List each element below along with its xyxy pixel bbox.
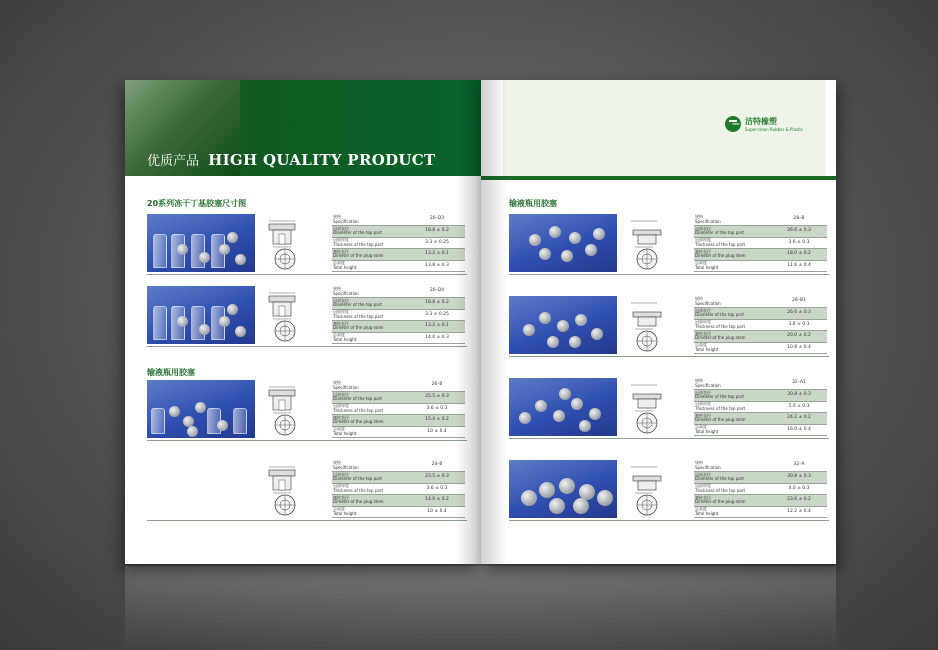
spec-label-cn: 规格 [695, 460, 703, 465]
spec-row [694, 424, 827, 436]
spec-label-cn: 总高度 [333, 332, 345, 338]
spec-label-cn: 冠部厚度 [333, 309, 349, 315]
spec-table [332, 214, 465, 272]
spec-row [694, 214, 827, 226]
spec-label-en: Specification [333, 384, 359, 390]
block-divider [147, 274, 467, 275]
spec-value: 18.8 ± 0.2 [409, 226, 465, 238]
spec-row [694, 226, 827, 238]
spec-label-en: Total height [695, 428, 719, 434]
spec-label-cn: 规格 [333, 380, 341, 385]
spec-label [694, 378, 771, 390]
spec-label-cn: 塞柱直径 [695, 330, 711, 336]
spec-label [332, 321, 409, 333]
spec-row [694, 296, 827, 308]
product-block [509, 458, 829, 520]
spec-label [332, 403, 409, 415]
spec-value: 23.5 ± 0.3 [409, 472, 465, 484]
spec-label-en: Diameter of the top part [333, 302, 382, 308]
spec-label-cn: 冠部厚度 [333, 237, 349, 243]
spec-label-en: Diameter of the top part [333, 396, 382, 402]
spec-label-en: Total height [695, 510, 719, 516]
spec-label-en: Dimeter of the plug stem [695, 253, 746, 259]
spec-value: 32–A1 [771, 378, 827, 390]
spec-label [694, 319, 771, 331]
spec-label-cn: 规格 [695, 296, 703, 301]
product-block [509, 294, 829, 356]
spec-label-en: Thickness of the top part [695, 405, 746, 411]
spec-value: 18.0 ± 0.2 [771, 249, 827, 261]
spec-label-en: Dimeter of the plug stem [333, 253, 384, 259]
spec-row [332, 380, 465, 392]
spec-row [332, 226, 465, 238]
spec-value: 25.5 ± 0.3 [409, 392, 465, 404]
spec-label-en: Diameter of the top part [695, 476, 744, 482]
spec-label [332, 495, 409, 507]
spec-label [694, 401, 771, 413]
block-divider [147, 346, 467, 347]
spec-value: 20.0 ± 0.2 [771, 331, 827, 343]
technical-drawing [619, 214, 689, 272]
spec-label [694, 296, 771, 308]
spec-label-en: Specification [695, 382, 721, 388]
technical-drawing [619, 296, 689, 354]
spec-label-cn: 规格 [333, 460, 341, 465]
spec-label-cn: 冠部直径 [333, 391, 349, 397]
spec-label-en: Diameter of the top part [695, 312, 744, 318]
product-block [509, 212, 829, 274]
spec-label [694, 413, 771, 425]
spec-row [332, 495, 465, 507]
spec-label-en: Total height [333, 336, 357, 342]
technical-drawing [257, 286, 327, 344]
spec-value: 11.6 ± 0.4 [771, 260, 827, 272]
spec-row [332, 415, 465, 427]
spec-label-en: Thickness of the top part [695, 241, 746, 247]
spec-row [694, 237, 827, 249]
technical-drawing [257, 460, 327, 518]
spec-value: 28–B1 [771, 296, 827, 308]
spec-label [694, 390, 771, 402]
spec-row [694, 401, 827, 413]
spec-label [332, 286, 409, 298]
spec-label [694, 483, 771, 495]
spec-label [694, 506, 771, 518]
spec-row [694, 472, 827, 484]
spec-row [694, 483, 827, 495]
spec-label-en: Diameter of the top part [695, 230, 744, 236]
spec-label-en: Specification [333, 464, 359, 470]
spec-row [332, 460, 465, 472]
product-block [147, 212, 467, 274]
spec-label-cn: 规格 [695, 378, 703, 383]
spec-label [694, 342, 771, 354]
spec-label [694, 495, 771, 507]
spec-label [332, 472, 409, 484]
header-panel [503, 80, 825, 176]
spec-label [332, 380, 409, 392]
product-photo [509, 460, 617, 518]
spec-row [332, 286, 465, 298]
spec-row [694, 495, 827, 507]
block-divider [147, 440, 467, 441]
spec-value: 13.2 ± 0.1 [409, 321, 465, 333]
spec-label [332, 237, 409, 249]
spec-value: 3.6 ± 0.3 [409, 483, 465, 495]
spec-value: 3.3 ± 0.25 [409, 237, 465, 249]
spec-label-en: Specification [695, 464, 721, 470]
spec-label-en: Diameter of the top part [695, 394, 744, 400]
spec-row [694, 390, 827, 402]
spec-label [332, 460, 409, 472]
section-title-infusion-right: 输液瓶用胶塞 [509, 199, 557, 208]
spec-label [694, 460, 771, 472]
spec-value: 3.6 ± 0.3 [409, 403, 465, 415]
spec-label [694, 424, 771, 436]
logo-name-en: Super-clean Rubber & Plastic [745, 127, 803, 132]
product-block [147, 284, 467, 346]
spec-value: 32–A [771, 460, 827, 472]
block-divider [509, 356, 829, 357]
spec-label [332, 260, 409, 272]
spec-label [332, 415, 409, 427]
block-divider [509, 520, 829, 521]
spec-value: 3.6 ± 0.3 [771, 237, 827, 249]
spec-label [694, 226, 771, 238]
spec-label-en: Total height [333, 430, 357, 436]
spec-label [332, 298, 409, 310]
spec-label-en: Specification [333, 218, 359, 224]
spec-label [694, 260, 771, 272]
spec-value: 14.0 ± 0.3 [409, 332, 465, 344]
spec-row [332, 214, 465, 226]
spec-value: 14.0 ± 0.2 [409, 495, 465, 507]
product-photo [147, 214, 255, 272]
spec-value: 10.8 ± 0.4 [771, 342, 827, 354]
spec-label-cn: 塞柱直径 [333, 414, 349, 420]
spec-value: 26.6 ± 0.3 [771, 226, 827, 238]
spec-label-cn: 塞柱直径 [333, 248, 349, 254]
spec-value: 10 ± 0.4 [409, 426, 465, 438]
spec-label-en: Thickness of the top part [333, 313, 384, 319]
spec-value: 26–B [409, 380, 465, 392]
spec-row [694, 308, 827, 320]
spec-value: 4.0 ± 0.3 [771, 483, 827, 495]
spec-label-en: Dimeter of the plug stem [333, 325, 384, 331]
spec-label-en: Specification [695, 218, 721, 224]
spec-label-cn: 冠部直径 [695, 471, 711, 477]
spec-label [332, 214, 409, 226]
spec-label-cn: 总高度 [695, 506, 707, 512]
spec-row [332, 298, 465, 310]
section-title-infusion: 输液瓶用胶塞 [147, 368, 195, 377]
spec-label-en: Dimeter of the plug stem [695, 335, 746, 341]
spec-label [694, 237, 771, 249]
spec-value: 12.2 ± 0.4 [771, 506, 827, 518]
spec-value: 10 ± 0.4 [409, 506, 465, 518]
spec-table [332, 380, 465, 438]
spec-value: 28–B [771, 214, 827, 226]
product-block [509, 376, 829, 438]
spec-label [332, 332, 409, 344]
spec-row [694, 460, 827, 472]
spec-row [332, 472, 465, 484]
spec-value: 24.2 ± 0.2 [771, 413, 827, 425]
spec-label-en: Diameter of the top part [333, 230, 382, 236]
spec-label-cn: 冠部直径 [333, 297, 349, 303]
floor-reflection [125, 566, 836, 650]
technical-drawing [619, 378, 689, 436]
spec-row [694, 249, 827, 261]
product-photo [509, 378, 617, 436]
spec-label-cn: 规格 [695, 214, 703, 219]
spec-value: 30.8 ± 0.3 [771, 390, 827, 402]
spec-label [694, 308, 771, 320]
company-logo [725, 116, 803, 132]
spec-label [694, 214, 771, 226]
product-photo [147, 380, 255, 438]
spec-value: 15.4 ± 0.2 [409, 415, 465, 427]
spec-table [332, 286, 465, 344]
spec-label-en: Specification [333, 290, 359, 296]
spec-label-cn: 总高度 [333, 260, 345, 266]
spec-label-cn: 冠部直径 [333, 225, 349, 231]
spec-label-en: Dimeter of the plug stem [333, 499, 384, 505]
spec-label-cn: 总高度 [695, 260, 707, 266]
spec-label [332, 309, 409, 321]
spec-label-en: Total height [333, 510, 357, 516]
spec-row [332, 403, 465, 415]
technical-drawing [619, 460, 689, 518]
spec-row [694, 342, 827, 354]
spec-value: 5.0 ± 0.3 [771, 401, 827, 413]
logo-mark-icon [725, 116, 741, 132]
block-divider [147, 520, 467, 521]
spec-row [332, 249, 465, 261]
product-block [147, 378, 467, 440]
spec-label-cn: 冠部厚度 [695, 483, 711, 489]
header-rule [481, 176, 836, 180]
spec-row [332, 506, 465, 518]
technical-drawing [257, 380, 327, 438]
section-title-freeze-dried: 20系列冻干丁基胶塞尺寸图 [147, 199, 247, 208]
spec-value: 13.8 ± 0.3 [409, 260, 465, 272]
brochure-left-page [125, 80, 481, 564]
spec-label-cn: 塞柱直径 [695, 412, 711, 418]
spec-row [332, 332, 465, 344]
spec-value: 20–D3 [409, 214, 465, 226]
spec-label-en: Diameter of the top part [333, 476, 382, 482]
spec-label [332, 426, 409, 438]
spec-label [332, 226, 409, 238]
brochure-right-page [481, 80, 836, 564]
spec-label-en: Thickness of the top part [333, 407, 384, 413]
spec-value: 26.6 ± 0.3 [771, 308, 827, 320]
spec-table [694, 378, 827, 436]
spec-table [694, 460, 827, 518]
technical-drawing [257, 214, 327, 272]
spec-label-cn: 塞柱直径 [333, 494, 349, 500]
spec-label-cn: 冠部厚度 [333, 483, 349, 489]
spec-label-cn: 规格 [333, 286, 341, 291]
spec-value: 13.2 ± 0.1 [409, 249, 465, 261]
spec-label-en: Thickness of the top part [333, 487, 384, 493]
spec-label-en: Thickness of the top part [695, 323, 746, 329]
spec-row [332, 483, 465, 495]
spec-table [694, 296, 827, 354]
spec-label [694, 331, 771, 343]
spec-label-en: Dimeter of the plug stem [695, 499, 746, 505]
spec-value: 18.8 ± 0.2 [409, 298, 465, 310]
product-block [147, 458, 467, 520]
spec-row [332, 426, 465, 438]
spec-label-en: Thickness of the top part [333, 241, 384, 247]
spec-row [694, 378, 827, 390]
spec-row [694, 331, 827, 343]
spec-value: 23.6 ± 0.2 [771, 495, 827, 507]
spec-label [332, 249, 409, 261]
spec-value: 3.3 ± 0.25 [409, 309, 465, 321]
spec-label-en: Thickness of the top part [695, 487, 746, 493]
spec-label-cn: 冠部直径 [695, 225, 711, 231]
page-title-cn: 优质产品 [147, 154, 200, 169]
spec-label-en: Dimeter of the plug stem [333, 419, 384, 425]
spec-row [694, 413, 827, 425]
block-divider [509, 274, 829, 275]
spec-label-en: Dimeter of the plug stem [695, 417, 746, 423]
spec-label-cn: 塞柱直径 [695, 494, 711, 500]
spec-label-cn: 总高度 [695, 424, 707, 430]
spec-row [694, 506, 827, 518]
spec-label-en: Total height [695, 264, 719, 270]
header-banner [125, 80, 481, 176]
spec-value: 24–B [409, 460, 465, 472]
logo-name-cn: 洁特橡塑 [745, 117, 777, 126]
spec-value: 30.8 ± 0.3 [771, 472, 827, 484]
spec-table [694, 214, 827, 272]
spec-label-cn: 冠部直径 [695, 307, 711, 313]
spec-label-cn: 冠部厚度 [695, 319, 711, 325]
spec-label-cn: 冠部厚度 [333, 403, 349, 409]
block-divider [509, 438, 829, 439]
spec-row [332, 260, 465, 272]
spec-row [694, 260, 827, 272]
spec-value: 20–D4 [409, 286, 465, 298]
spec-row [332, 309, 465, 321]
spec-label-en: Specification [695, 300, 721, 306]
spec-label-cn: 塞柱直径 [695, 248, 711, 254]
spec-label-en: Total height [333, 264, 357, 270]
spec-label-cn: 规格 [333, 214, 341, 219]
spec-label [332, 506, 409, 518]
page-title-en: HIGH QUALITY PRODUCT [208, 151, 436, 169]
product-photo [509, 214, 617, 272]
page-title [147, 150, 435, 169]
spec-label [694, 472, 771, 484]
spec-label-cn: 冠部直径 [333, 471, 349, 477]
spec-label-cn: 冠部厚度 [695, 401, 711, 407]
spec-label-cn: 冠部直径 [695, 389, 711, 395]
product-photo [147, 286, 255, 344]
spec-label-en: Total height [695, 346, 719, 352]
spec-row [332, 392, 465, 404]
spec-value: 16.0 ± 0.4 [771, 424, 827, 436]
spec-label [332, 392, 409, 404]
product-photo [509, 296, 617, 354]
spec-label [694, 249, 771, 261]
spec-label-cn: 总高度 [695, 342, 707, 348]
spec-label [332, 483, 409, 495]
spec-table [332, 460, 465, 518]
spec-value: 3.6 ± 0.3 [771, 319, 827, 331]
spec-row [332, 237, 465, 249]
spec-label-cn: 塞柱直径 [333, 320, 349, 326]
spec-row [694, 319, 827, 331]
spec-label-cn: 冠部厚度 [695, 237, 711, 243]
spec-row [332, 321, 465, 333]
spec-label-cn: 总高度 [333, 426, 345, 432]
spec-label-cn: 总高度 [333, 506, 345, 512]
